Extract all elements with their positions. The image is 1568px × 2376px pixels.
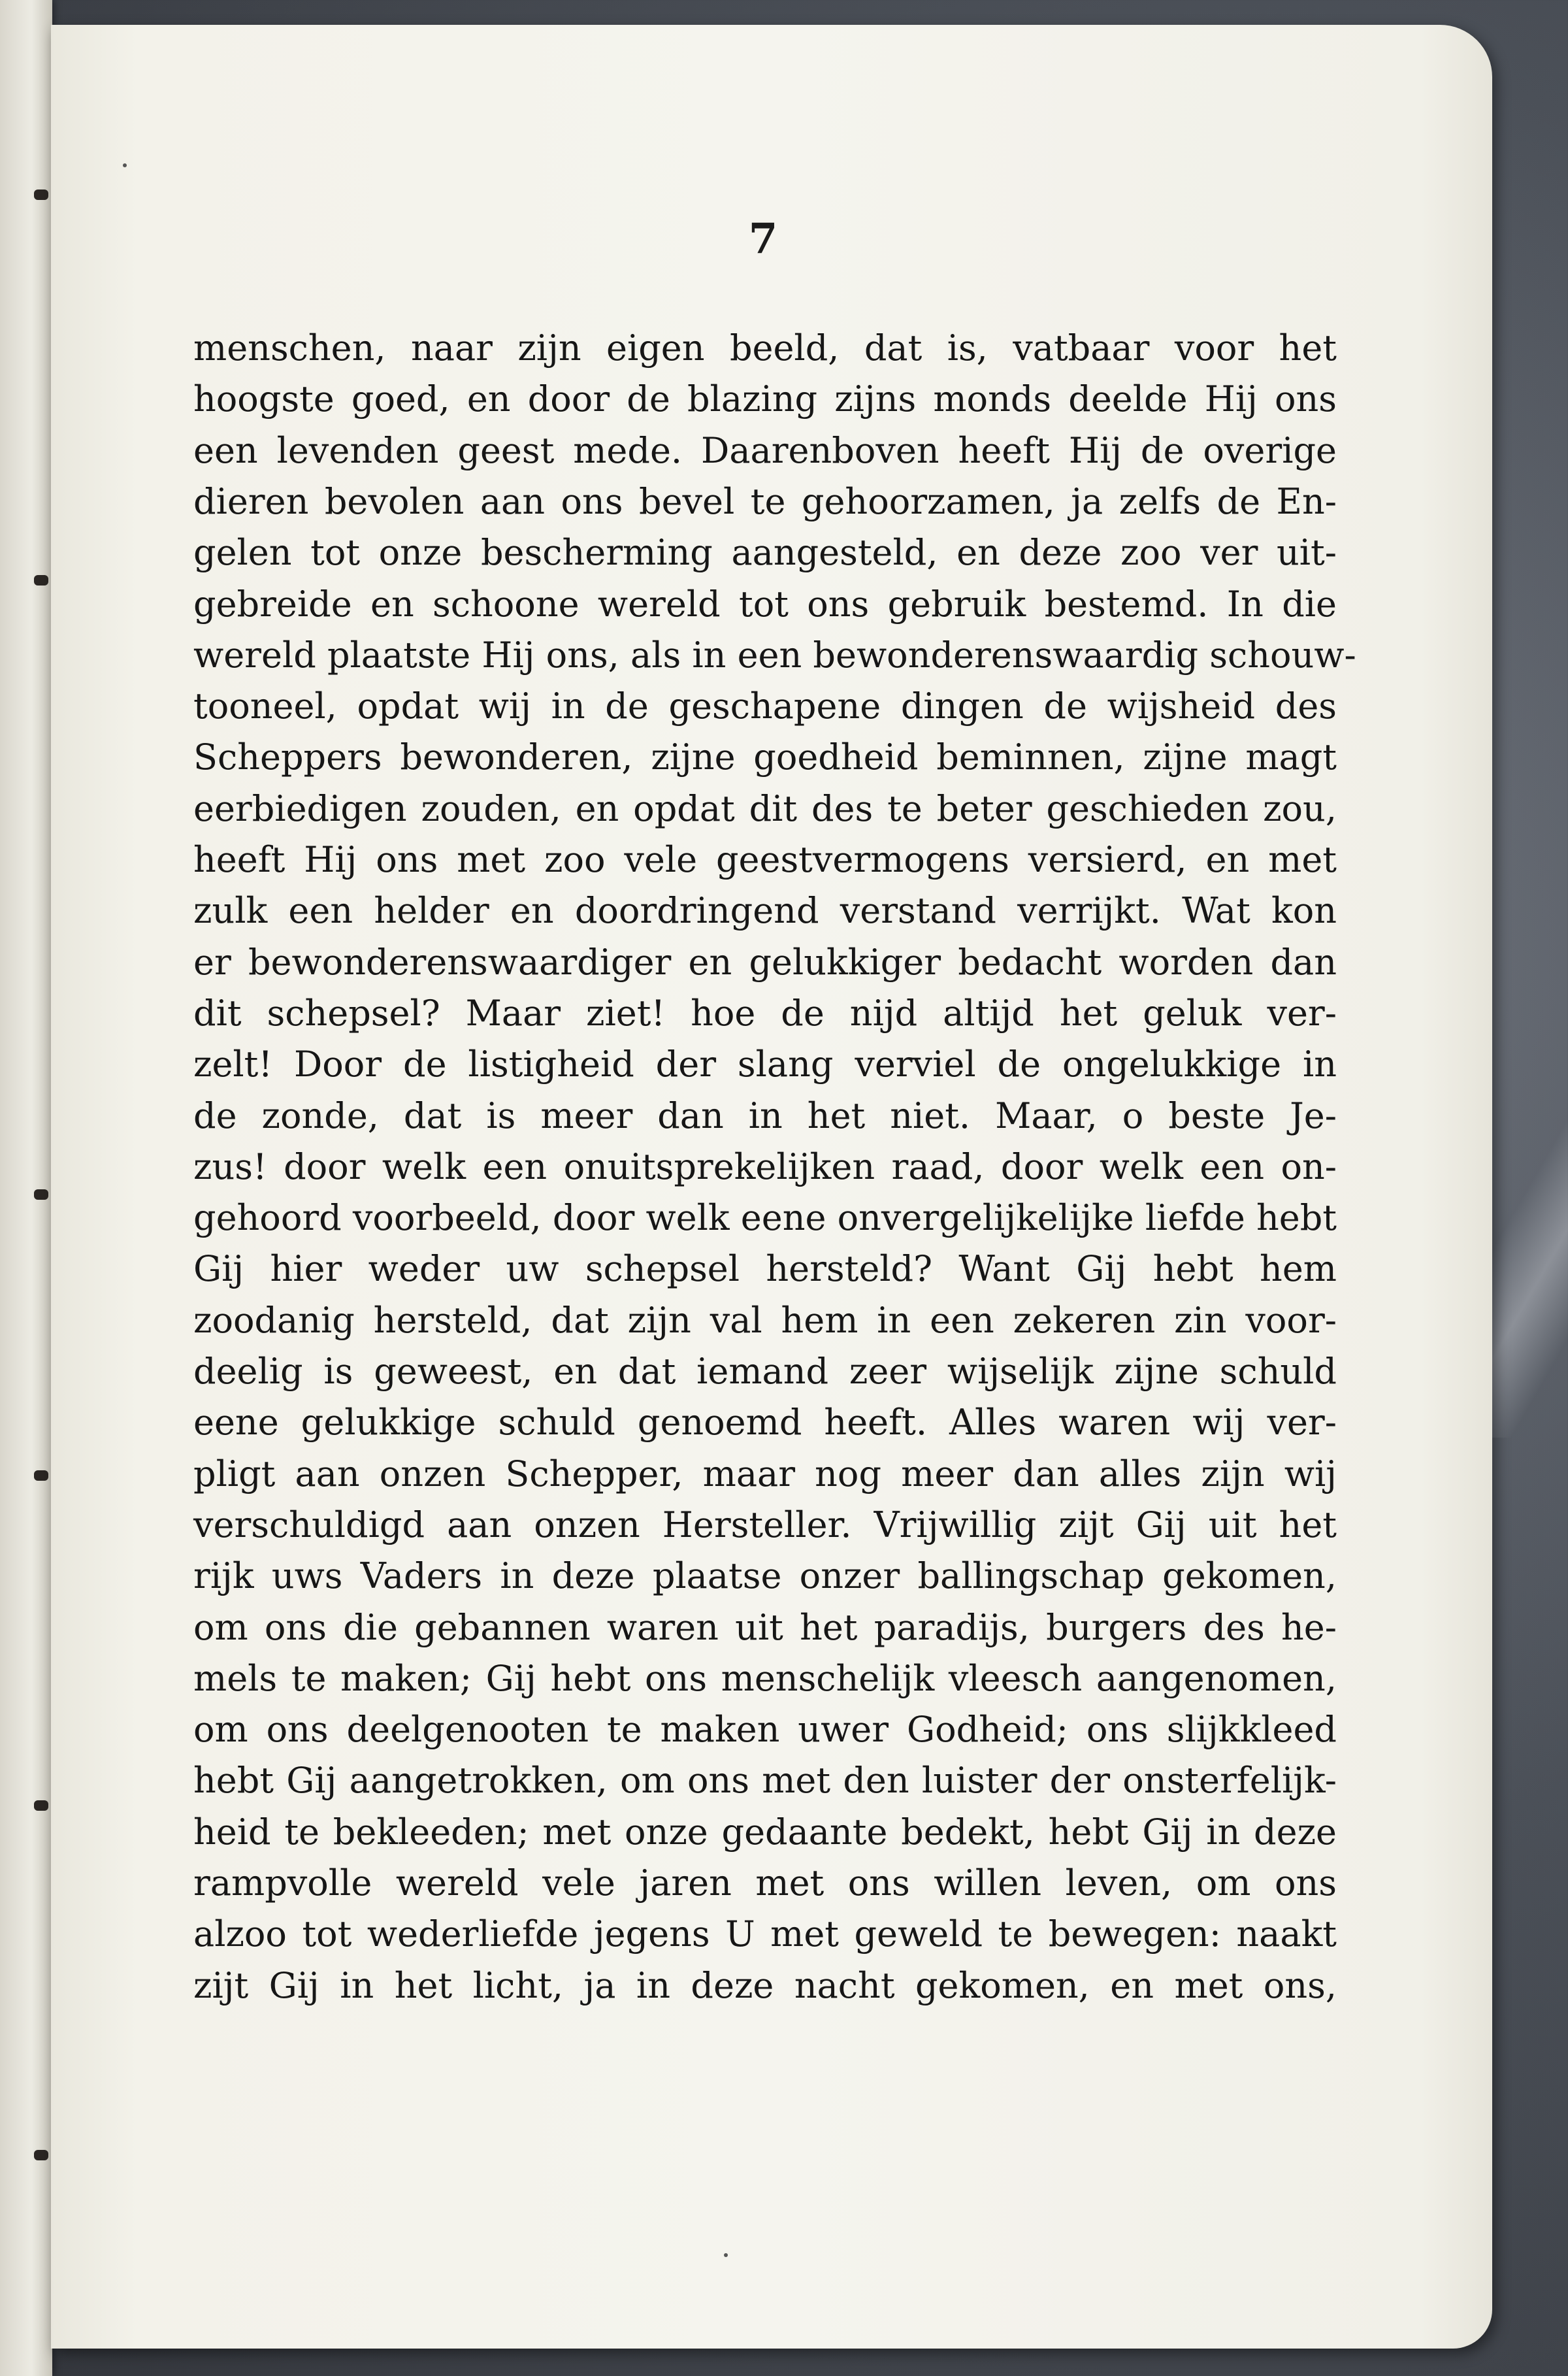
text-line: tooneel, opdat wij in de geschapene dingen de wijsheid des	[193, 685, 1337, 727]
text-line: om ons die gebannen waren uit het paradijs, burgers des he-	[193, 1607, 1337, 1648]
text-line: hebt Gij aangetrokken, om ons met den luister der onsterfelijk-	[193, 1760, 1337, 1801]
text-line: deelig is geweest, en dat iemand zeer wijselijk zijne schuld	[193, 1351, 1337, 1392]
text-line: zus! door welk een onuitsprekelijken raad, door welk een on-	[193, 1146, 1337, 1187]
text-line: Gij hier weder uw schepsel hersteld? Want Gij hebt hem	[193, 1248, 1337, 1289]
binding-stitch	[34, 575, 48, 586]
binding-stitch	[34, 2150, 48, 2160]
text-line: menschen, naar zijn eigen beeld, dat is, vatbaar voor het	[193, 327, 1337, 369]
book-page	[51, 25, 1492, 2349]
text-line: dit schepsel? Maar ziet! hoe de nijd altijd het geluk ver-	[193, 993, 1337, 1034]
binding-stitch	[34, 1470, 48, 1481]
text-line: zoodanig hersteld, dat zijn val hem in een zekeren zin voor-	[193, 1300, 1337, 1341]
text-line: Scheppers bewonderen, zijne goedheid beminnen, zijne magt	[193, 736, 1337, 778]
binding-stitch	[34, 1800, 48, 1811]
text-line: zelt! Door de listigheid der slang verviel de ongelukkige in	[193, 1044, 1337, 1085]
page-speck	[724, 2253, 728, 2257]
text-line: wereld plaatste Hij ons, als in een bewonderenswaardig schouw-	[193, 635, 1356, 676]
text-line: dieren bevolen aan ons bevel te gehoorzamen, ja zelfs de En-	[193, 481, 1337, 522]
page-speck	[123, 163, 127, 167]
text-line: de zonde, dat is meer dan in het niet. Maar, o beste Je-	[193, 1095, 1337, 1136]
text-line: pligt aan onzen Schepper, maar nog meer dan alles zijn wij	[193, 1453, 1337, 1494]
text-line: mels te maken; Gij hebt ons menschelijk vleesch aangenomen,	[193, 1658, 1337, 1699]
text-line: heid te bekleeden; met onze gedaante bedekt, hebt Gij in deze	[193, 1811, 1337, 1853]
text-line: rampvolle wereld vele jaren met ons willen leven, om ons	[193, 1862, 1337, 1904]
text-line: verschuldigd aan onzen Hersteller. Vrijwillig zijt Gij uit het	[193, 1504, 1337, 1545]
text-line: hoogste goed, en door de blazing zijns monds deelde Hij ons	[193, 378, 1337, 420]
facing-page-edge	[0, 0, 52, 2376]
text-line: alzoo tot wederliefde jegens U met geweld te bewegen: naakt	[193, 1913, 1337, 1955]
text-line: gebreide en schoone wereld tot ons gebruik bestemd. In die	[193, 584, 1337, 625]
text-line: rijk uws Vaders in deze plaatse onzer ballingschap gekomen,	[193, 1555, 1337, 1596]
text-line: zulk een helder en doordringend verstand verrijkt. Wat kon	[193, 890, 1337, 931]
binding-stitch	[34, 190, 48, 200]
text-line: om ons deelgenooten te maken uwer Godheid; ons slijkkleed	[193, 1709, 1337, 1750]
text-line: eene gelukkige schuld genoemd heeft. Alles waren wij ver-	[193, 1402, 1337, 1443]
page-number: 7	[748, 214, 778, 263]
binding-stitch	[34, 1189, 48, 1200]
text-line: er bewonderenswaardiger en gelukkiger bedacht worden dan	[193, 942, 1337, 983]
text-line: eerbiedigen zouden, en opdat dit des te beter geschieden zou,	[193, 788, 1337, 829]
text-line: gelen tot onze bescherming aangesteld, en deze zoo ver uit-	[193, 532, 1337, 573]
text-line: heeft Hij ons met zoo vele geestvermogens versierd, en met	[193, 839, 1337, 880]
text-line: gehoord voorbeeld, door welk eene onvergelijkelijke liefde hebt	[193, 1197, 1337, 1238]
text-line: zijt Gij in het licht, ja in deze nacht gekomen, en met ons,	[193, 1965, 1337, 2006]
text-line: een levenden geest mede. Daarenboven heeft Hij de overige	[193, 430, 1337, 471]
